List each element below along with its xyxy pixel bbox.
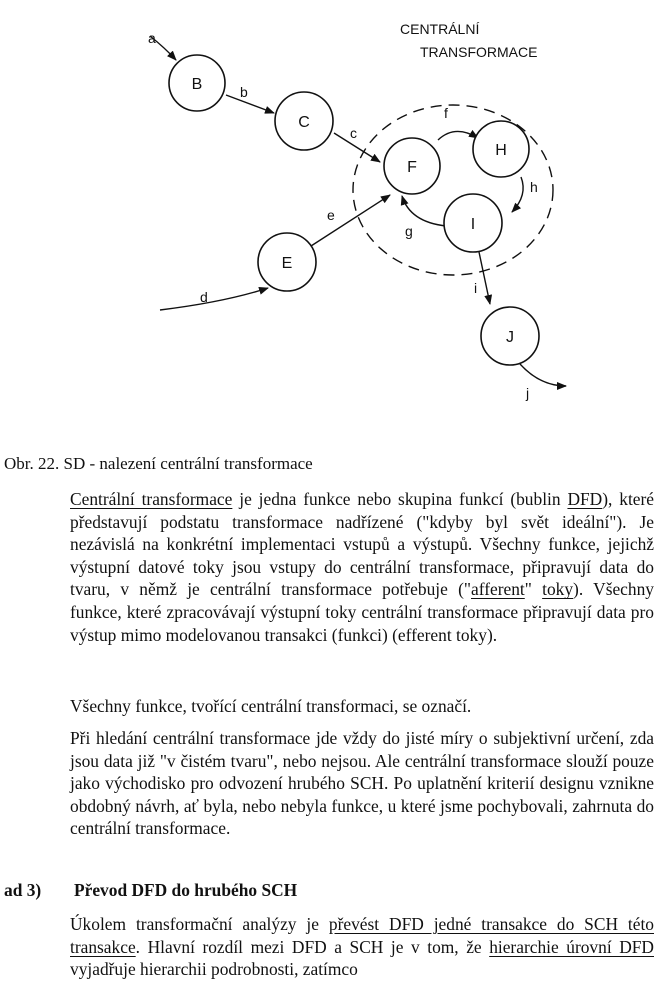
node-label-f: F: [407, 159, 417, 176]
flow-label-e: e: [327, 207, 335, 223]
flow-label-f: f: [444, 105, 448, 121]
paragraph-mark: Všechny funkce, tvořící centrální transformaci, se označí.: [70, 696, 472, 716]
flow-f: [438, 131, 478, 140]
paragraph-central-transform: Centrální transformace je jedna funkce nebo skupina funkcí (bublin DFD), které představují podstatu transformace nadřízené ("kdyby byl svět ideální"). Je nezávislá na konkrétní implementaci vstupů a výstupů. Všechny funkce, jejichž výstupní datové toky jsou vstupy do centrální transformace, připravují data do tvaru, v němž je centrální transformace potřebuje ("afferent" toky). Všechny funkce, které zpracovávají výstupní toky centrální transformace připravují data pro výstup mimo modelovanou transakci (funkci) (efferent toky).: [70, 489, 655, 645]
flow-label-c: c: [350, 125, 357, 141]
flow-d: [160, 288, 268, 310]
figure-caption: Obr. 22. SD - nalezení centrální transformace: [4, 454, 313, 473]
flow-e: [311, 195, 390, 246]
flow-g: [402, 196, 446, 226]
central-title-line1: CENTRÁLNÍ: [400, 21, 480, 37]
node-label-j: J: [506, 329, 514, 346]
node-h: [473, 121, 529, 177]
node-label-b: B: [191, 76, 203, 93]
flow-label-a: a: [148, 30, 156, 46]
node-label-i: I: [470, 216, 476, 233]
paragraph-transform-analysis: Úkolem transformační analýzy je převést DFD jedné transakce do SCH této transakce. Hlavní rozdíl mezi DFD a SCH je v tom, že hierarchie úrovní DFD vyjadřuje hierarchii podrobnosti, zatímco: [70, 914, 654, 980]
flow-label-i: i: [474, 280, 478, 296]
flow-label-j: j: [526, 385, 530, 401]
term-toky: toky: [542, 579, 574, 600]
node-label-e: E: [281, 255, 293, 272]
dfd-diagram: [0, 0, 672, 420]
term-central-transform: Centrální transformace: [70, 489, 233, 509]
node-e: [258, 233, 316, 291]
flow-label-b: b: [240, 84, 248, 100]
section-title: Převod DFD do hrubého SCH: [74, 880, 298, 900]
flow-label-h: h: [530, 179, 538, 195]
node-i: [444, 194, 502, 252]
node-j: [481, 307, 539, 365]
paragraph-subjective: Při hledání centrální transformace jde vždy do jisté míry o subjektivní určení, zda jsou data již "v čistém tvaru", nebo nejsou. Ale centrální transformace slouží pouze jako východisko pro odvození hrubého SCH. Po uplatnění kriterií designu vznikne obdobný návrh, ať byla, nebo nebyla funkce, u které jsme pochybovali, zahrnuta do centrální transformace.: [70, 728, 654, 839]
node-label-h: H: [495, 142, 507, 159]
term-afferent: afferent: [471, 579, 525, 600]
node-b: [169, 55, 225, 111]
node-f: [384, 138, 440, 194]
flow-i: [479, 252, 490, 304]
central-title-line2: TRANSFORMACE: [420, 44, 538, 60]
section-number: ad 3): [4, 880, 42, 900]
flow-j: [520, 364, 566, 386]
flow-h: [512, 177, 523, 212]
flow-b: [226, 95, 274, 113]
flow-label-d: d: [200, 289, 208, 305]
node-label-c: C: [298, 114, 310, 131]
flow-c: [334, 133, 380, 162]
node-c: [275, 92, 333, 150]
flow-label-g: g: [405, 223, 413, 239]
